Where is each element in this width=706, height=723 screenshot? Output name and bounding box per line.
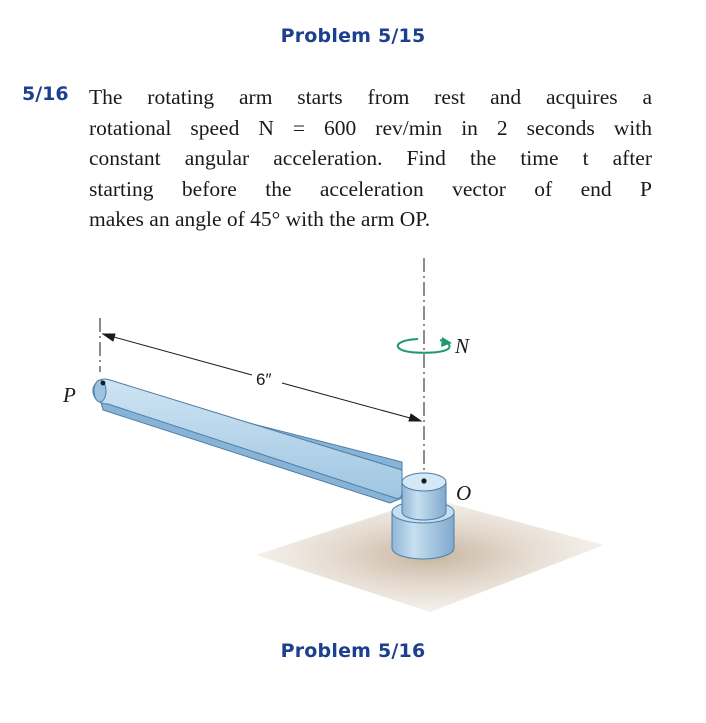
problem-statement — [22, 82, 652, 235]
problem-line-5: makes an angle of 45° with the arm OP. — [89, 207, 431, 231]
problem-text — [89, 82, 652, 235]
rotation-arrow-icon — [398, 337, 452, 353]
rotating-arm-figure — [0, 250, 706, 630]
label-o: O — [456, 481, 472, 505]
problem-line-3: constant angular acceleration. Find the time t after — [89, 146, 652, 170]
dimension-label: 6″ — [256, 370, 272, 389]
arm — [93, 379, 402, 503]
problem-line-2: rotational speed N = 600 rev/min in 2 seconds with — [89, 115, 652, 140]
problem-line-4: starting before the acceleration vector of end P — [89, 176, 652, 201]
label-p: P — [63, 383, 76, 407]
previous-problem-caption: Problem 5/15 — [280, 25, 426, 47]
label-n: N — [455, 334, 470, 358]
problem-line-1: The rotating arm starts from rest and acquires a — [89, 85, 652, 109]
figure-caption: Problem 5/16 — [280, 640, 426, 662]
problem-number: 5/16 — [22, 83, 69, 105]
